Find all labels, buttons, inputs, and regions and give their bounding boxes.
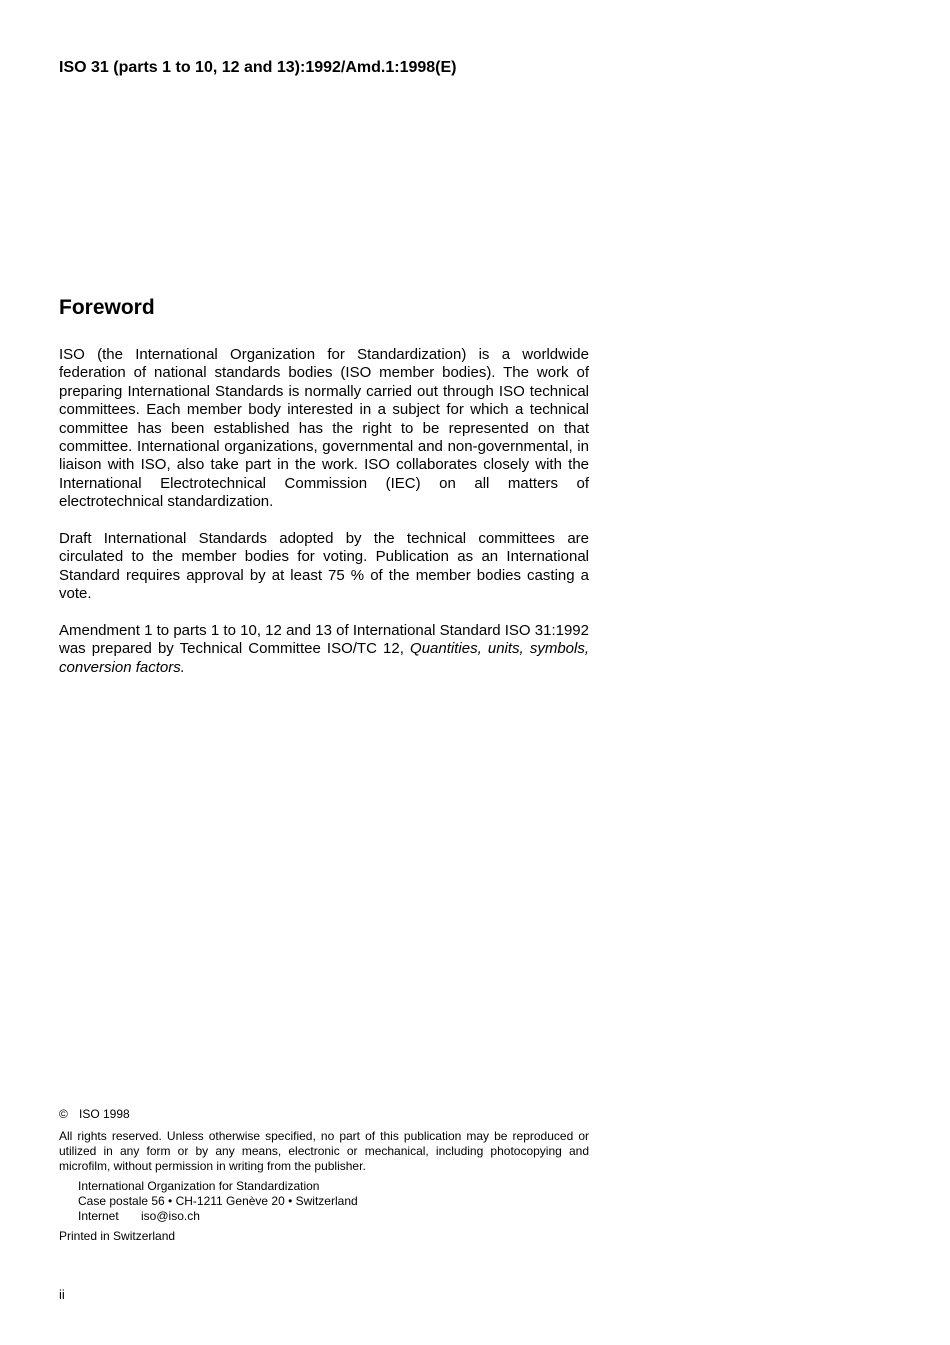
- committee-title: Quantities, units, symbols, conversion factors.: [59, 640, 590, 676]
- copyright-year: ISO 1998: [79, 1107, 130, 1121]
- copyright-icon: ©: [59, 1107, 68, 1121]
- amendment-statement: Amendment 1 to parts 1 to 10, 12 and 13 of International Standard ISO 31:1992 was prepared by Technical Committee ISO/TC 12,: [59, 622, 589, 658]
- foreword-paragraph-3: [59, 622, 589, 677]
- foreword-title: Foreword: [59, 296, 155, 319]
- page-number: ii: [59, 1287, 65, 1302]
- foreword-paragraph-2: Draft International Standards adopted by the technical committees are circulated to the member bodies for voting. Publication as an International Standard requires approval by at least 75 % of the member bodies casting a vote.: [59, 530, 589, 603]
- publisher-address: [59, 1179, 589, 1224]
- foreword-paragraph-1: ISO (the International Organization for Standardization) is a worldwide federation of national standards bodies (ISO member bodies). The work of preparing International Standards is normally carried out through ISO technical committees. Each member body interested in a subject for which a technical committee has been established has the right to be represented on that committee. International organizations, governmental and non-governmental, in liaison with ISO, also take part in the work. ISO collaborates closely with the International Electrotechnical Commission (IEC) on all matters of electrotechnical standardization.: [59, 346, 589, 511]
- copyright-block: [59, 1107, 589, 1244]
- organization-name: International Organization for Standardization: [78, 1179, 320, 1193]
- printed-location: Printed in Switzerland: [59, 1229, 176, 1243]
- foreword-body: [59, 346, 589, 696]
- internet-label: Internet: [78, 1209, 119, 1223]
- postal-address: Case postale 56 • CH-1211 Genève 20 • Switzerland: [78, 1194, 358, 1208]
- document-reference-header: ISO 31 (parts 1 to 10, 12 and 13):1992/Amd.1:1998(E): [59, 59, 457, 76]
- rights-statement: All rights reserved. Unless otherwise specified, no part of this publication may be reproduced or utilized in any form or by any means, electronic or mechanical, including photocopying and microfilm, without permission in writing from the publisher.: [59, 1129, 589, 1173]
- internet-address: iso@iso.ch: [141, 1209, 200, 1223]
- copyright-line: [59, 1107, 589, 1122]
- internet-line: [78, 1209, 589, 1224]
